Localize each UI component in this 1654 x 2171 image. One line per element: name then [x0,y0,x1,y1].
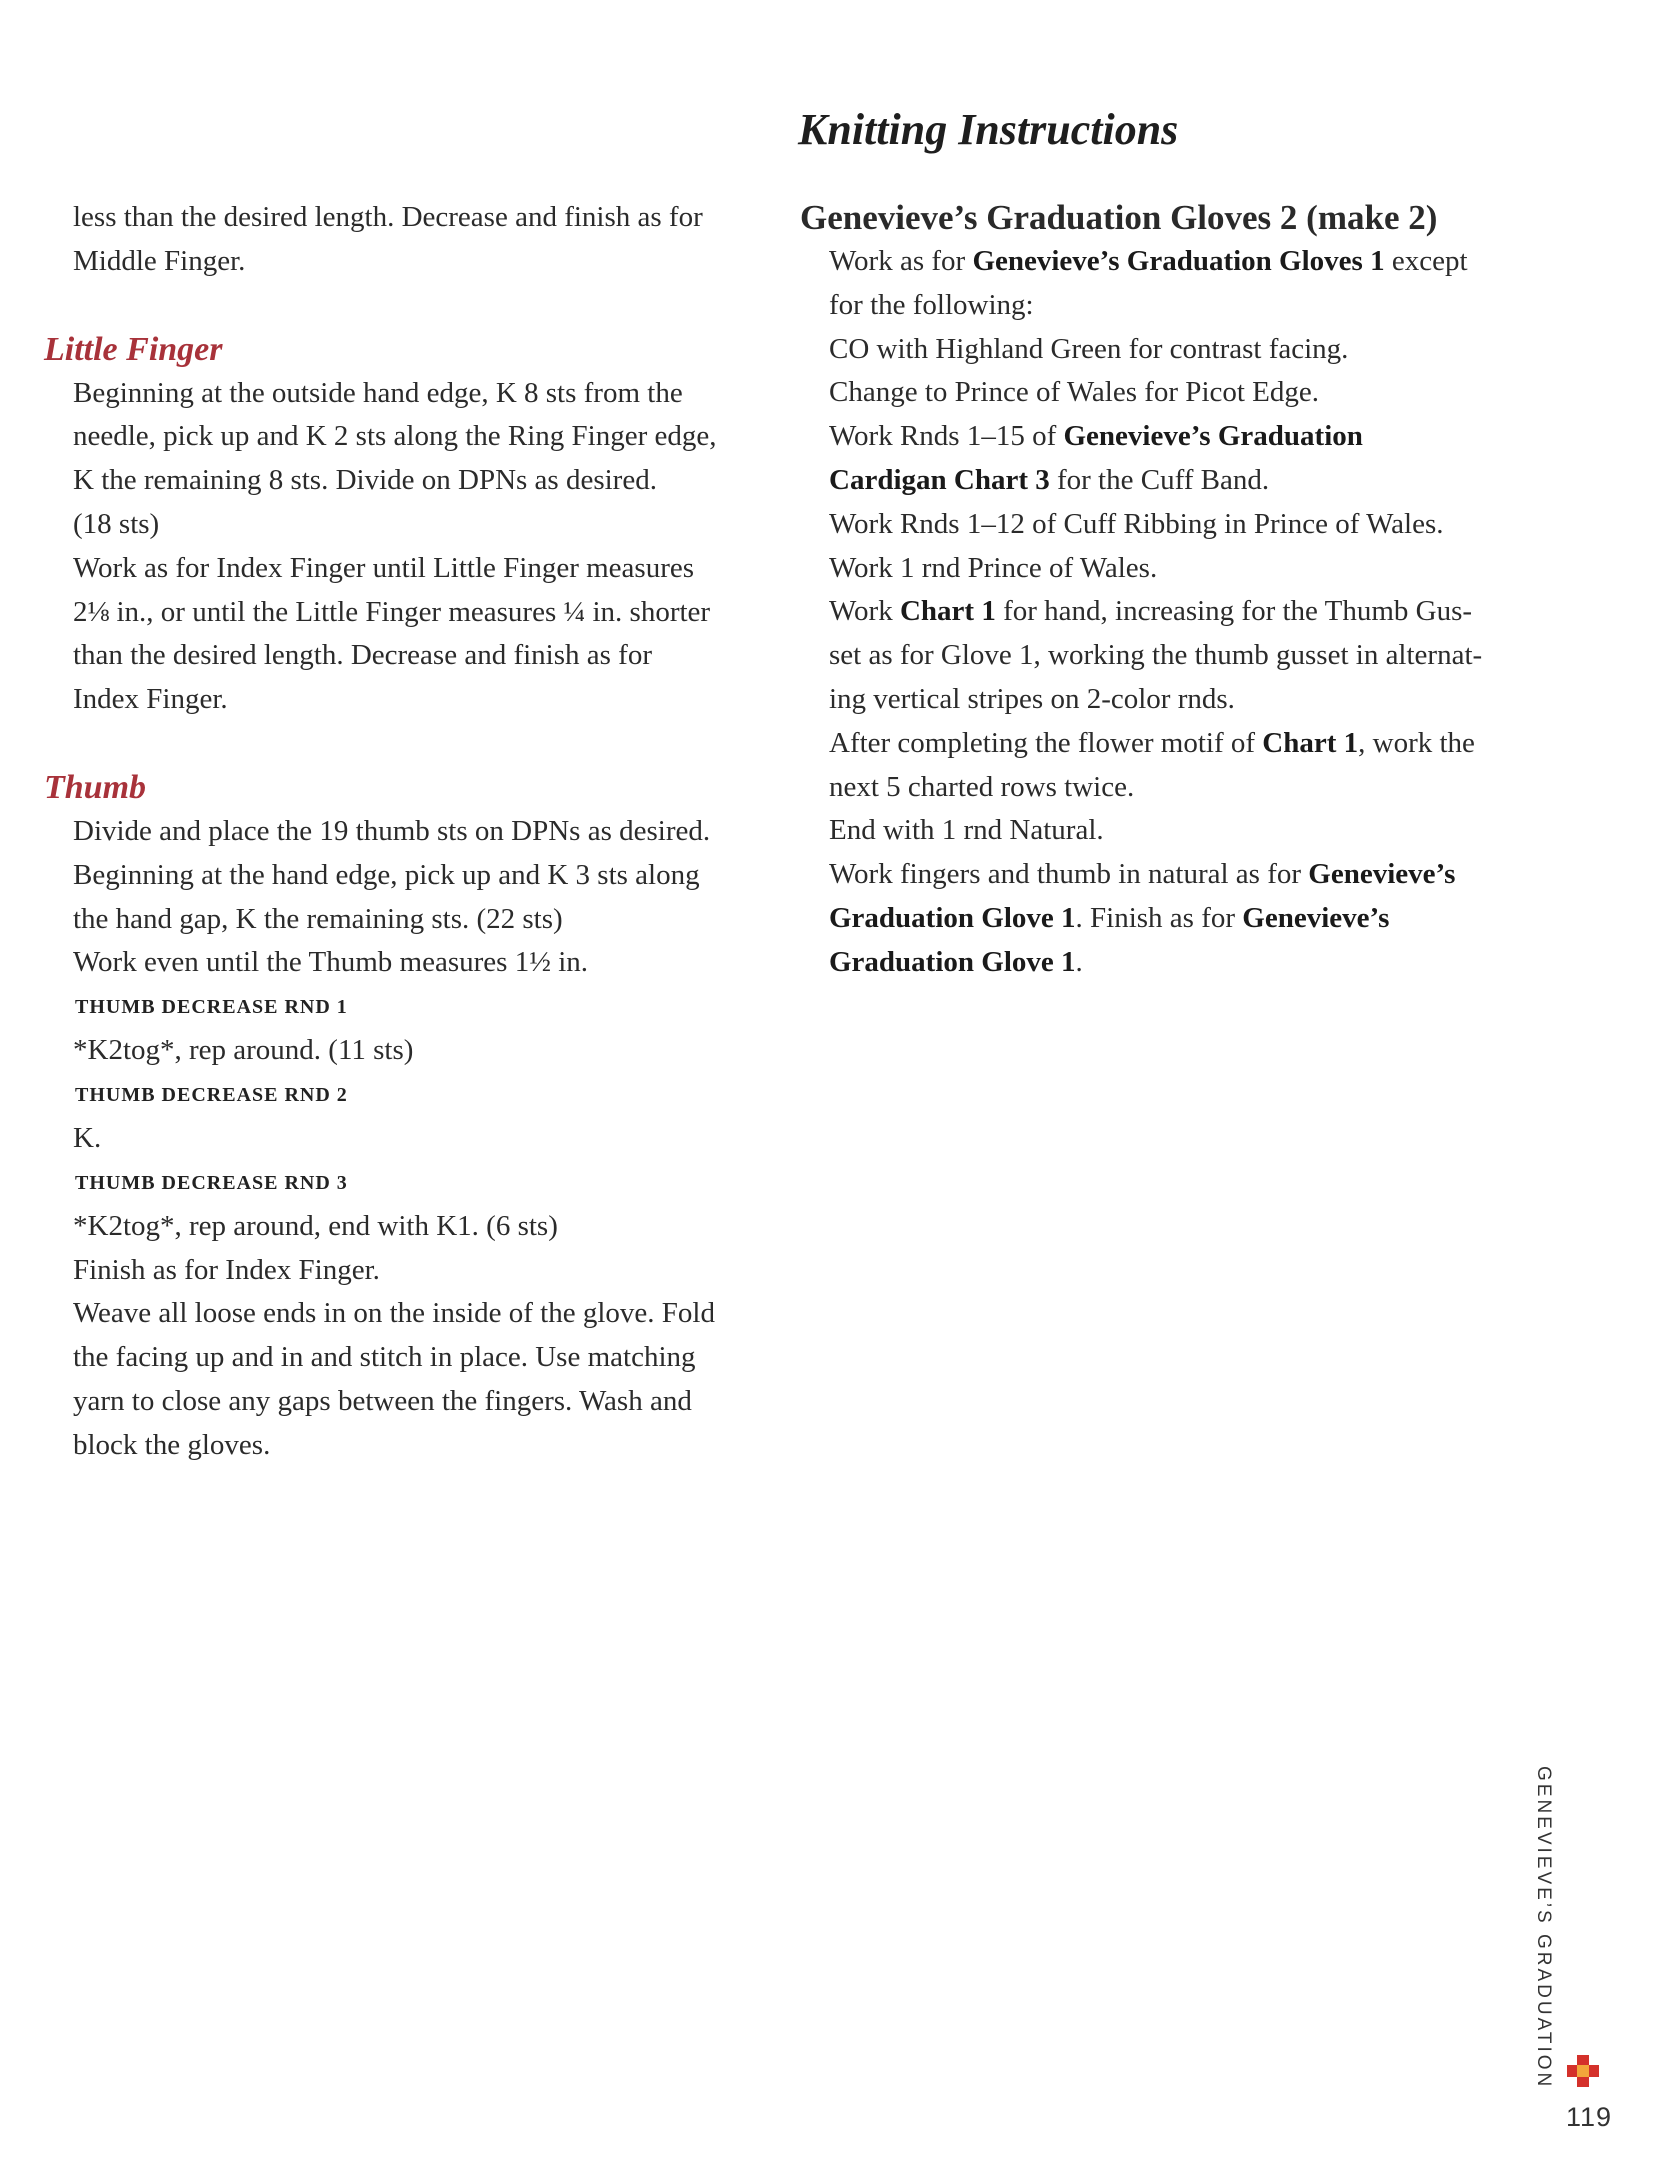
text-line: Work fingers and thumb in natural as for Genevieve’s [829,858,1456,891]
thumb-paragraph [44,810,764,985]
section-heading-thumb: Thumb [44,768,147,806]
text-line: Cardigan Chart 3 for the Cuff Band. [829,463,1270,496]
intro-paragraph [44,196,764,284]
text-line: (18 sts) [73,507,160,540]
text-line: CO with Highland Green for contrast facing. [829,332,1349,365]
text-line: Work as for Genevieve’s Graduation Gloves 1 except [829,245,1468,277]
text-line: Work as for Index Finger until Little Finger measures [73,551,695,584]
text-line: Work 1 rnd Prince of Wales. [829,551,1158,584]
right-column [800,196,1520,985]
text-line: block the gloves. [73,1428,271,1461]
left-column [44,196,764,1468]
text-line: Beginning at the hand edge, pick up and K 3 sts along [73,858,700,891]
text-line: 2⅛ in., or until the Little Finger measures ¼ in. shorter [73,595,711,628]
red-cross-icon [1567,2055,1599,2087]
text-line: K the remaining 8 sts. Divide on DPNs as desired. [73,464,657,497]
text-line: After completing the flower motif of Chart 1, work the [829,726,1475,759]
glove-instructions [800,240,1520,985]
glove-section-title: Genevieve’s Graduation Gloves 2 (make 2) [800,198,1438,237]
thumb-decrease-rnd-2-label: THUMB DECREASE RND 2 [75,1083,348,1106]
text-line: than the desired length. Decrease and finish as for [73,639,652,672]
text-line: set as for Glove 1, working the thumb gusset in alternat- [829,639,1483,672]
text-line: yarn to close any gaps between the fingers. Wash and [73,1384,692,1417]
text-line: for the following: [829,288,1034,321]
text-line: Graduation Glove 1. [829,945,1083,978]
text-line: Graduation Glove 1. Finish as for Genevieve’s [829,901,1390,934]
text-line: Work Rnds 1–15 of Genevieve’s Graduation [829,420,1363,453]
text-line: Middle Finger. [73,244,246,277]
text-line: Beginning at the outside hand edge, K 8 sts from the [73,376,683,409]
text-line: K. [73,1121,102,1154]
text-line: Work even until the Thumb measures 1½ in. [73,946,589,979]
text-line: ing vertical stripes on 2-color rnds. [829,682,1235,715]
page-number: 119 [1566,2102,1613,2132]
section-heading-little-finger: Little Finger [44,330,223,368]
chapter-side-label: GENEVIEVE’S GRADUATION [1533,1766,1554,2090]
thumb-decrease-rnd-3-text [44,1205,764,1468]
text-line: the hand gap, K the remaining sts. (22 sts) [73,902,563,935]
text-line: Finish as for Index Finger. [73,1253,380,1286]
text-line: less than the desired length. Decrease and finish as for [73,201,703,233]
text-line: End with 1 rnd Natural. [829,814,1104,847]
little-finger-paragraph [44,372,764,722]
text-line: *K2tog*, rep around, end with K1. (6 sts) [73,1209,558,1242]
text-line: Work Rnds 1–12 of Cuff Ribbing in Prince of Wales. [829,507,1444,540]
thumb-decrease-rnd-1-label: THUMB DECREASE RND 1 [75,996,348,1019]
text-line: *K2tog*, rep around. (11 sts) [73,1034,414,1067]
text-line: the facing up and in and stitch in place. Use matching [73,1341,696,1374]
thumb-decrease-rnd-1-text [44,1029,764,1073]
text-line: next 5 charted rows twice. [829,770,1135,803]
text-line: Change to Prince of Wales for Picot Edge. [829,376,1320,409]
text-line: Index Finger. [73,683,228,716]
thumb-decrease-rnd-3-label: THUMB DECREASE RND 3 [75,1171,348,1194]
text-line: needle, pick up and K 2 sts along the Ring Finger edge, [73,420,717,453]
text-line: Divide and place the 19 thumb sts on DPNs as desired. [73,814,711,847]
thumb-decrease-rnd-2-text [44,1117,764,1161]
text-line: Work Chart 1 for hand, increasing for the Thumb Gus- [829,595,1473,628]
text-line: Weave all loose ends in on the inside of the glove. Fold [73,1297,715,1330]
page-heading: Knitting Instructions [798,105,1179,154]
